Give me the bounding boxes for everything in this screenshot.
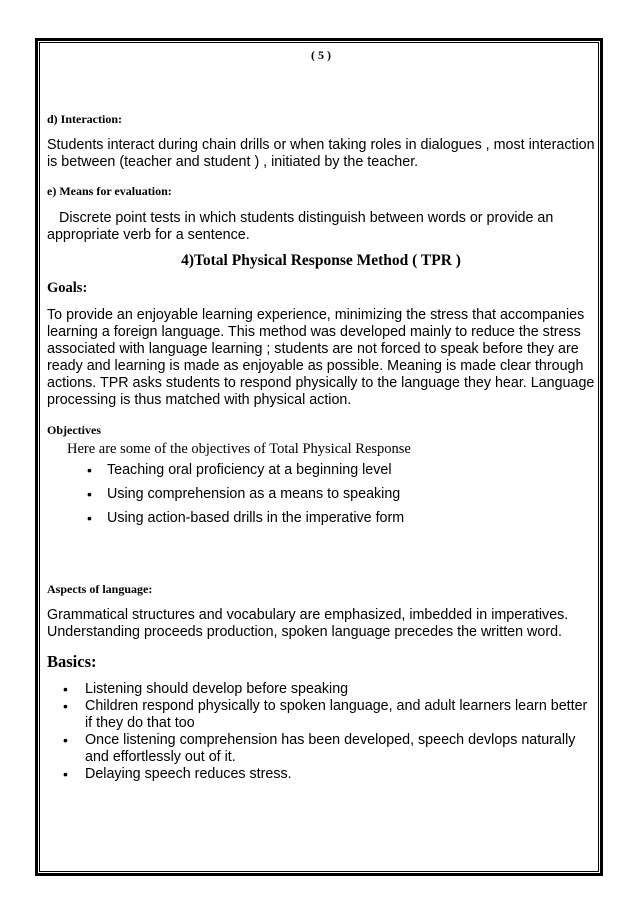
list-item: • Using action-based drills in the imperative form bbox=[87, 510, 405, 526]
evaluation-heading: e) Means for evaluation: bbox=[47, 184, 172, 198]
interaction-text: Students interact during chain drills or when taking roles in dialogues , most interaction is between (teacher and student ) , initiated by the teacher. bbox=[47, 137, 595, 170]
basics-heading: Basics: bbox=[47, 652, 97, 671]
bullet-icon: • bbox=[63, 698, 68, 714]
page-number: ( 5 ) bbox=[311, 48, 331, 62]
objectives-list bbox=[47, 462, 595, 534]
objectives-intro: Here are some of the objectives of Total Physical Response bbox=[67, 441, 411, 457]
list-item: • Children respond physically to spoken language, and adult learners learn better if they do that too bbox=[63, 698, 588, 731]
bullet-icon: • bbox=[87, 510, 92, 526]
aspects-text: Grammatical structures and vocabulary are emphasized, imbedded in imperatives. Understanding proceeds production, spoken language precedes the written word. bbox=[47, 607, 569, 640]
basics-list bbox=[47, 681, 595, 783]
bullet-icon: • bbox=[63, 766, 68, 782]
goals-heading: Goals: bbox=[47, 280, 88, 296]
bullet-icon: • bbox=[87, 486, 92, 502]
list-item: • Once listening comprehension has been developed, speech devlops naturally and effortlessly out of it. bbox=[63, 732, 576, 765]
bullet-icon: • bbox=[63, 681, 68, 697]
objectives-heading: Objectives bbox=[47, 423, 101, 437]
bullet-icon: • bbox=[87, 462, 92, 478]
page-content bbox=[47, 44, 595, 783]
list-item: • Using comprehension as a means to speaking bbox=[87, 486, 401, 502]
bullet-icon: • bbox=[63, 732, 68, 748]
goals-text: To provide an enjoyable learning experience, minimizing the stress that accompanies learning a foreign language. This method was developed mainly to reduce the stress associated with language learning ; students are not forced to speak before they are ready and learning is made as enjoyable as possible. Meaning is made clear through actions. TPR asks students to respond physically to the language they hear. Language processing is thus matched with physical action. bbox=[47, 307, 595, 408]
aspects-heading: Aspects of language: bbox=[47, 582, 153, 596]
interaction-heading: d) Interaction: bbox=[47, 112, 122, 126]
list-item: • Listening should develop before speaking bbox=[63, 681, 349, 697]
list-item: • Teaching oral proficiency at a beginning level bbox=[87, 462, 392, 478]
list-item: • Delaying speech reduces stress. bbox=[63, 766, 292, 782]
evaluation-text: Discrete point tests in which students distinguish between words or provide an appropriate verb for a sentence. bbox=[47, 210, 554, 243]
section-title: 4)Total Physical Response Method ( TPR ) bbox=[181, 252, 461, 269]
